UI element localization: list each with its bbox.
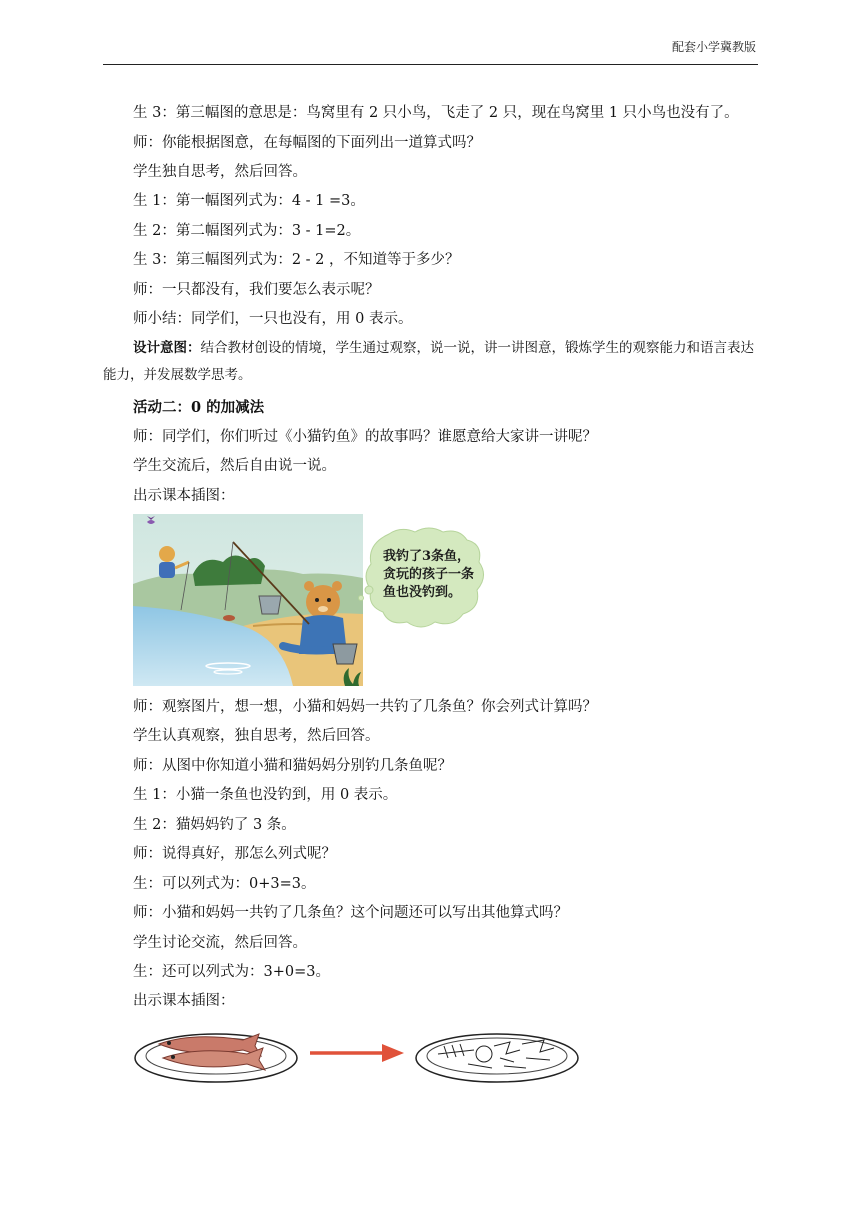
text-line: 生 1：小猫一条鱼也没钓到，用 0 表示。	[133, 787, 398, 803]
text-line: 学生独自思考，然后回答。	[133, 164, 307, 180]
bubble-text: 我钓了3条鱼，贪玩的孩子一条鱼也没钓到。	[383, 549, 475, 600]
text-line: 师：从图中你知道小猫和猫妈妈分别钓几条鱼呢？	[133, 758, 452, 774]
text-line: 生 2：第二幅图列式为：3 - 1=2。	[133, 223, 361, 239]
plate-with-fish-illustration	[133, 1024, 299, 1086]
header-label: 配套小学冀教版	[671, 40, 756, 54]
text-line: 生 2：猫妈妈钓了 3 条。	[133, 817, 296, 833]
text-line: 生 1：第一幅图列式为：4 - 1 =3。	[133, 193, 365, 209]
text-line: 师小结：同学们，一只也没有，用 0 表示。	[133, 311, 413, 327]
text-line: 师：小猫和妈妈一共钓了几条鱼？这个问题还可以写出其他算式吗？	[133, 905, 568, 921]
text-line: 出示课本插图：	[133, 488, 235, 504]
activity-title: 活动二：0 的加减法	[133, 399, 265, 416]
page-header	[103, 36, 758, 65]
text-line: 出示课本插图：	[133, 993, 235, 1009]
plate-with-fish-bones-illustration	[414, 1024, 580, 1086]
text-line: 师：说得真好，那怎么列式呢？	[133, 846, 336, 862]
text-line: 学生讨论交流，然后回答。	[133, 935, 307, 951]
design-intent-label: 设计意图：	[133, 340, 201, 356]
text-line: 学生交流后，然后自由说一说。	[133, 458, 336, 474]
text-line: 生：可以列式为：0+3=3。	[133, 876, 316, 892]
right-arrow-icon	[308, 1042, 406, 1064]
text-line: 生：还可以列式为：3+0=3。	[133, 964, 330, 980]
text-line: 师：同学们，你们听过《小猫钓鱼》的故事吗？谁愿意给大家讲一讲呢？	[133, 429, 597, 445]
text-line: 师：一只都没有，我们要怎么表示呢？	[133, 282, 380, 298]
text-line: 生 3：第三幅图的意思是：鸟窝里有 2 只小鸟，飞走了 2 只，现在鸟窝里 1 只小鸟也没有了。	[133, 105, 739, 121]
text-line: 生 3：第三幅图列式为：2 - 2 ，不知道等于多少？	[133, 252, 460, 268]
text-line: 师：你能根据图意，在每幅图的下面列出一道算式吗？	[133, 135, 481, 151]
design-intent-text: 结合教材创设的情境，学生通过观察，说一说，讲一讲图意，锻炼学生的观察能力和语言表达能力，并发展数学思考。	[103, 340, 754, 383]
design-intent-paragraph	[103, 335, 763, 389]
kitten-fishing-illustration	[133, 514, 363, 686]
text-line: 师：观察图片，想一想，小猫和妈妈一共钓了几条鱼？你会列式计算吗？	[133, 699, 597, 715]
text-line: 学生认真观察，独自思考，然后回答。	[133, 728, 380, 744]
